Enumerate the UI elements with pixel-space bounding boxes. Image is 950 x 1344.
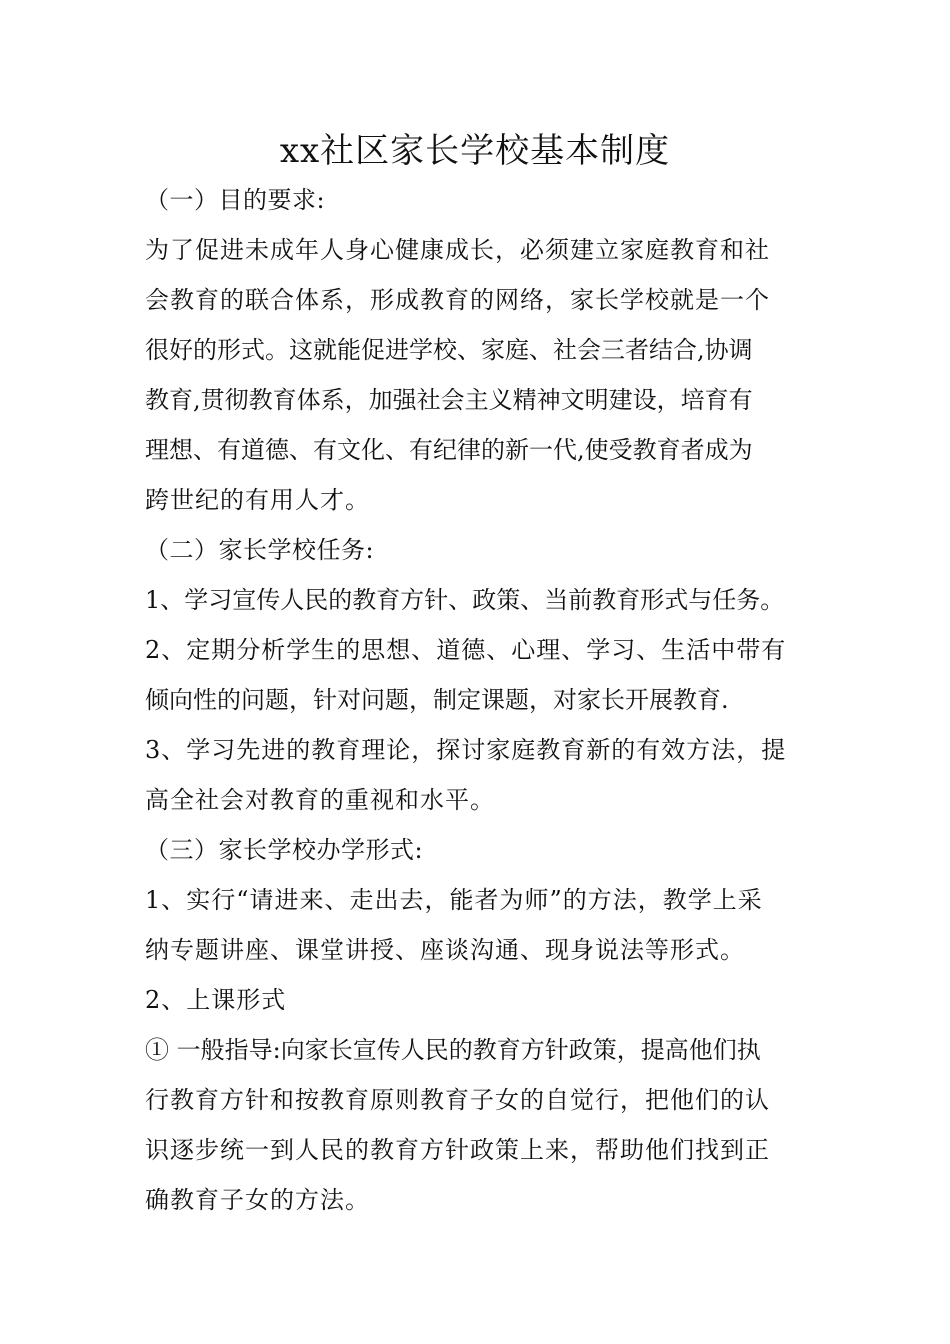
paragraph-line: 很好的形式。这就能促进学校、家庭、社会三者结合,协调	[145, 336, 753, 364]
list-item-line: 识逐步统一到人民的教育方针政策上来，帮助他们找到正	[145, 1136, 770, 1164]
document-body	[145, 175, 810, 1225]
list-item-line: 1、学习宣传人民的教育方针、政策、当前教育形式与任务。	[145, 586, 785, 614]
section-heading-tasks: （二）家长学校任务:	[145, 536, 375, 564]
paragraph-line: 教育,贯彻教育体系，加强社会主义精神文明建设，培育有	[145, 386, 753, 414]
list-item-line: 1、实行“请进来、走出去，能者为师”的方法，教学上采	[145, 886, 763, 914]
paragraph-line: 跨世纪的有用人才。	[145, 486, 370, 514]
list-item-line: 确教育子女的方法。	[145, 1186, 370, 1214]
section-heading-format: （三）家长学校办学形式:	[145, 836, 424, 864]
section-heading-purpose: （一）目的要求:	[145, 186, 326, 214]
list-item-line: 高全社会对教育的重视和水平。	[145, 786, 495, 814]
list-item-line: 2、上课形式	[145, 986, 287, 1014]
list-item-line: 纳专题讲座、课堂讲授、座谈沟通、现身说法等形式。	[145, 936, 745, 964]
list-item-line: 行教育方针和按教育原则教育子女的自觉行，把他们的认	[145, 1086, 770, 1114]
list-item-line: ① 一般指导:向家长宣传人民的教育方针政策，提高他们执	[145, 1036, 761, 1064]
paragraph-line: 为了促进未成年人身心健康成长，必须建立家庭教育和社	[145, 236, 770, 264]
paragraph-line: 理想、有道德、有文化、有纪律的新一代,使受教育者成为	[145, 436, 753, 464]
list-item-line: 倾向性的问题，针对问题，制定课题，对家长开展教育.	[145, 686, 729, 714]
list-item-line: 3、学习先进的教育理论，探讨家庭教育新的有效方法，提	[145, 736, 787, 764]
list-item-line: 2、定期分析学生的思想、道德、心理、学习、生活中带有	[145, 636, 787, 664]
document-title: xx社区家长学校基本制度	[279, 131, 671, 171]
paragraph-line: 会教育的联合体系，形成教育的网络，家长学校就是一个	[145, 286, 770, 314]
